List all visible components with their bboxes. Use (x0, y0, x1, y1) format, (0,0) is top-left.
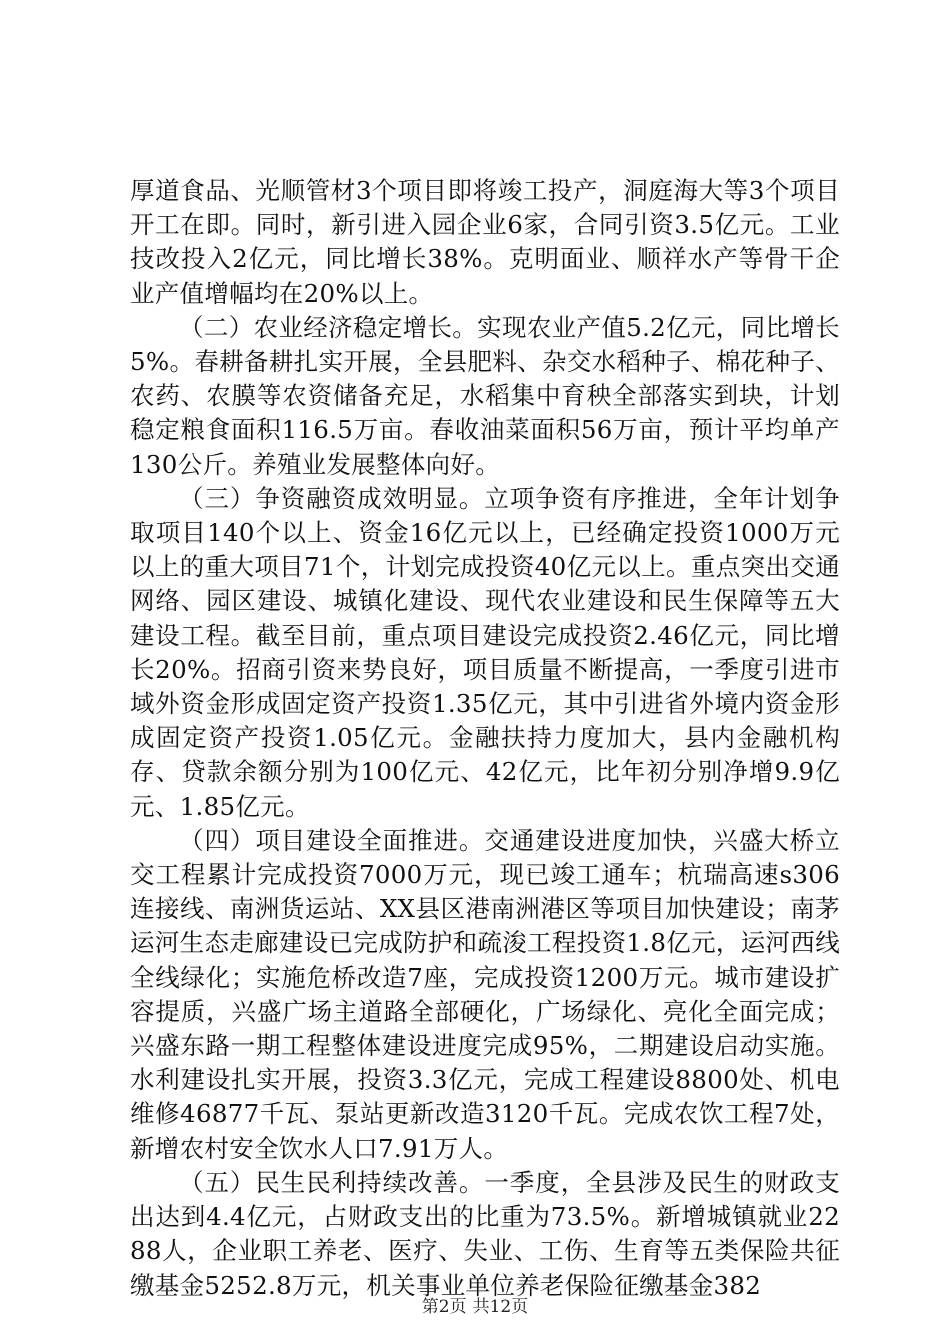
page-footer (0, 1296, 950, 1318)
paragraph-continuation: 厚道食品、光顺管材3个项目即将竣工投产，洞庭海大等3个项目开工在即。同时，新引进入园企业6家，合同引资3.5亿元。工业技改投入2亿元，同比增长38%。克明面业、顺祥水产等骨干企业产值增幅均在20%以上。 (130, 176, 840, 308)
paragraph-projects: （四）项目建设全面推进。交通建设进度加快，兴盛大桥立交工程累计完成投资7000万元，现已竣工通车；杭瑞高速s306连接线、南洲货运站、XX县区港南洲港区等项目加快建设；南茅运河生态走廊建设已完成防护和疏浚工程投资1.8亿元，运河西线全线绿化；实施危桥改造7座，完成投资1200万元。城市建设扩容提质，兴盛广场主道路全部硬化，广场绿化、亮化全面完成；兴盛东路一期工程整体建设进度完成95%，二期建设启动实施。水利建设扎实开展，投资3.3亿元，完成工程建设8800处、机电维修46877千瓦、泵站更新改造3120千瓦。完成农饮工程7处，新增农村安全饮水人口7.91万人。 (130, 825, 840, 1163)
document-body (130, 174, 840, 1303)
paragraph-financing: （三）争资融资成效明显。立项争资有序推进，全年计划争取项目140个以上、资金16亿元以上，已经确定投资1000万元以上的重大项目71个，计划完成投资40亿元以上。重点突出交通网络、园区建设、城镇化建设、现代农业建设和民生保障等五大建设工程。截至目前，重点项目建设完成投资2.46亿元，同比增长20%。招商引资来势良好，项目质量不断提高，一季度引进市域外资金形成固定资产投资1.35亿元，其中引进省外境内资金形成固定资产投资1.05亿元。金融扶持力度加大，县内金融机构存、贷款余额分别为100亿元、42亿元，比年初分别净增9.9亿元、1.85亿元。 (130, 483, 840, 821)
page-number: 第2页 (421, 1297, 467, 1317)
page-total: 共12页 (472, 1297, 529, 1317)
paragraph-agriculture: （二）农业经济稳定增长。实现农业产值5.2亿元，同比增长5%。春耕备耕扎实开展，全县肥料、杂交水稻种子、棉花种子、农药、农膜等农资储备充足，水稻集中育秧全部落实到块，计划稳定粮食面积116.5万亩。春收油菜面积56万亩，预计平均单产130公斤。养殖业发展整体向好。 (130, 312, 840, 479)
paragraph-livelihood: （五）民生民利持续改善。一季度，全县涉及民生的财政支出达到4.4亿元，占财政支出的比重为73.5%。新增城镇就业2288人，企业职工养老、医疗、失业、工伤、生育等五类保险共征缴基金5252.8万元，机关事业单位养老保险征缴基金382 (130, 1167, 840, 1300)
